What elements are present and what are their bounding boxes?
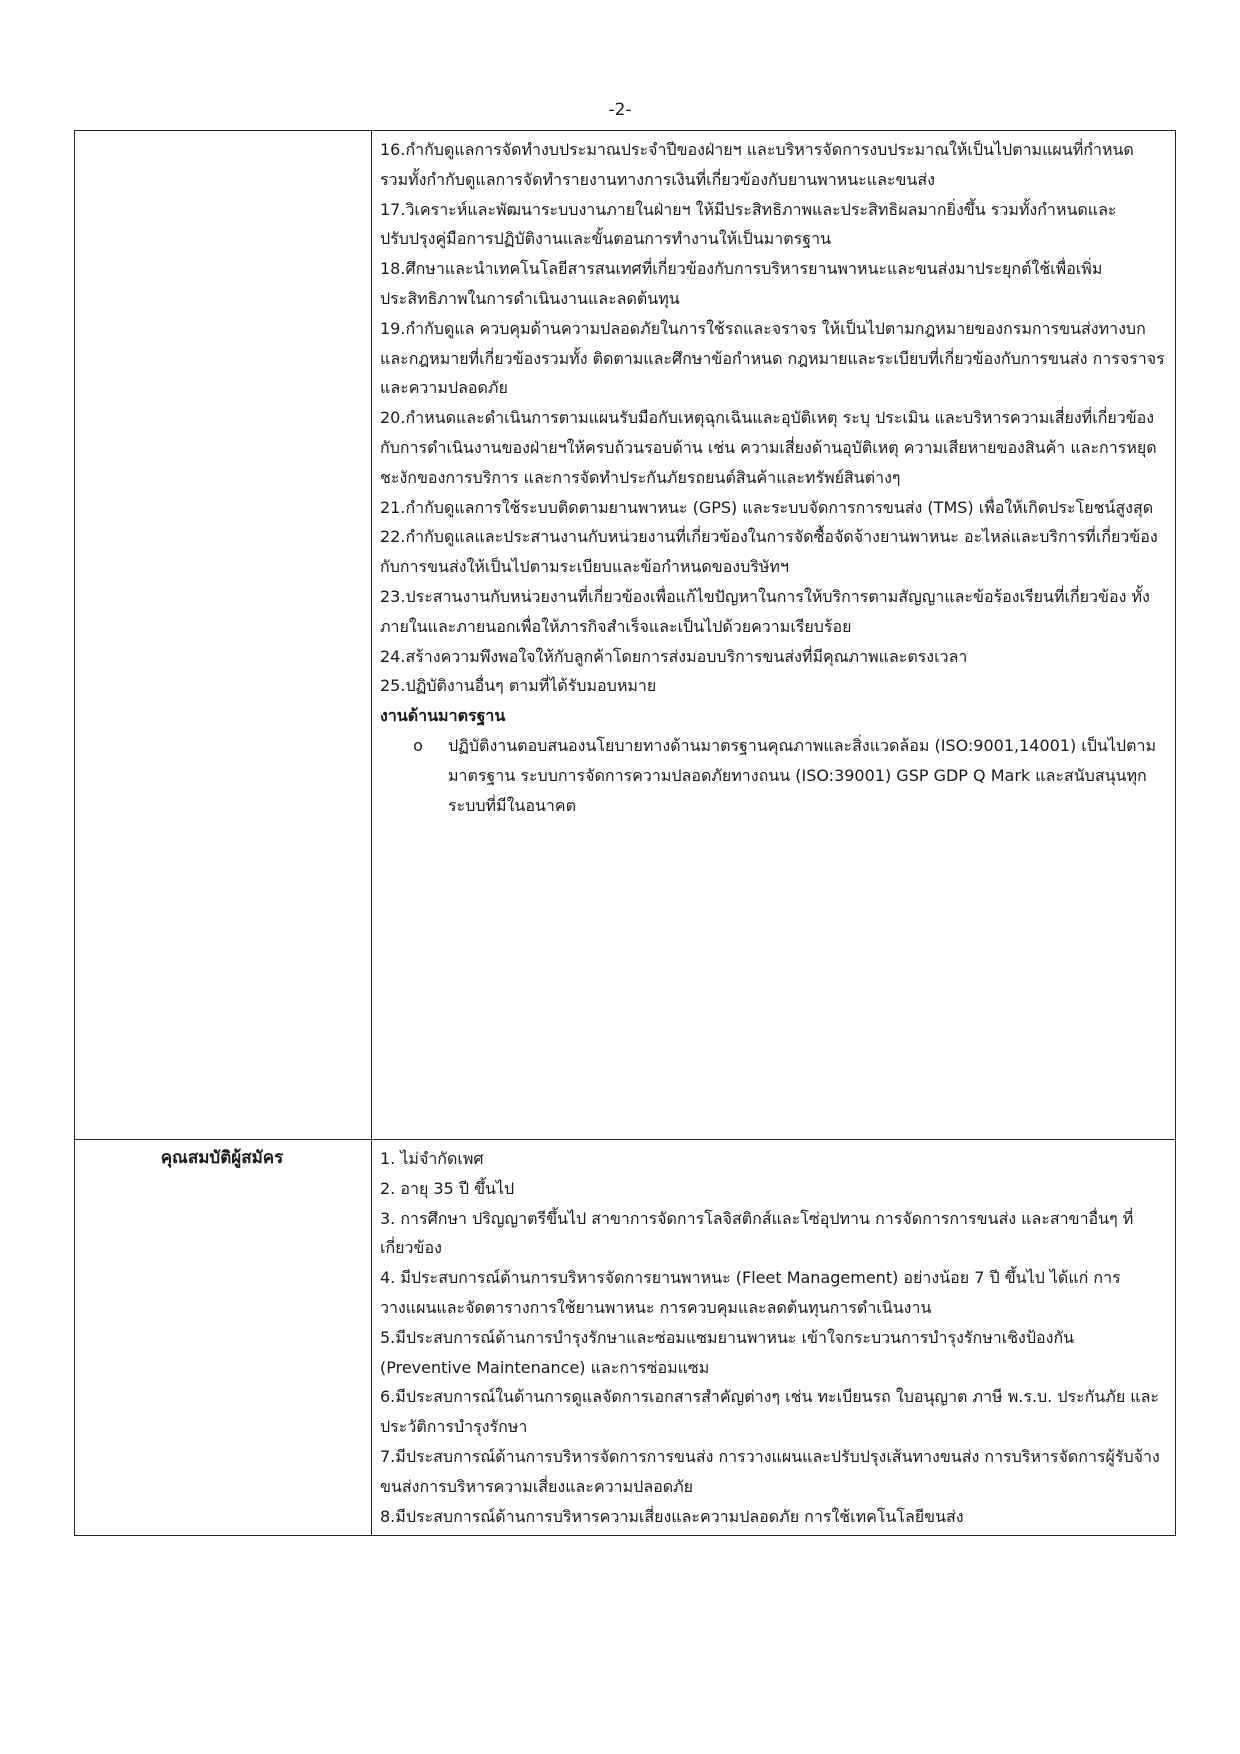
qualifications-label: คุณสมบัติผู้สมัคร [160,1148,284,1168]
qualification-item-3: 3. การศึกษา ปริญญาตรีขึ้นไป สาขาการจัดการโลจิสติกส์และโซ่อุปทาน การจัดการการขนส่ง และสาขาอื่นๆ ที่เกี่ยวข้อง [380,1208,1134,1258]
duty-item-19: 19.กำกับดูแล ควบคุมด้านความปลอดภัยในการใช้รถและจราจร ให้เป็นไปตามกฎหมายของกรมการขนส่งทางบกและกฎหมายที่เกี่ยวข้องรวมทั้ง ติดตามและศึกษาข้อกำหนด กฎหมายและระเบียบที่เกี่ยวข้องกับการขนส่ง การจราจร และความปลอดภัย [380,318,1165,398]
duty-item-25: 25.ปฏิบัติงานอื่นๆ ตามที่ได้รับมอบหมาย [380,676,657,696]
page-number: -2- [608,100,632,120]
qualification-item-7: 7.มีประสบการณ์ด้านการบริหารจัดการการขนส่ง การวางแผนและปรับปรุงเส้นทางขนส่ง การบริหารจัดการผู้รับจ้างขนส่งการบริหารความเสี่ยงและความปลอดภัย [380,1446,1160,1496]
duty-item-16: 16.กำกับดูแลการจัดทำงบประมาณประจำปีของฝ่ายฯ และบริหารจัดการงบประมาณให้เป็นไปตามแผนที่กำหนด รวมทั้งกำกับดูแลการจัดทำรายงานทางการเงินที่เกี่ยวข้องกับยานพาหนะและขนส่ง [380,140,1134,189]
duty-item-23: 23.ประสานงานกับหน่วยงานที่เกี่ยวข้องเพื่อแก้ไขปัญหาในการให้บริการตามสัญญาและข้อร้องเรียนที่เกี่ยวข้อง ทั้งภายในและภายนอกเพื่อให้ภารกิจสำเร็จและเป็นไปด้วยความเรียบร้อย [380,586,1150,636]
qualification-item-2: 2. อายุ 35 ปี ขึ้นไป [380,1178,515,1198]
qualification-item-1: 1. ไม่จำกัดเพศ [380,1149,484,1168]
duty-item-18: 18.ศึกษาและนำเทคโนโลยีสารสนเทศที่เกี่ยวข้องกับการบริหารยานพาหนะและขนส่งมาประยุกต์ใช้เพื่อเพิ่มประสิทธิภาพในการดำเนินงานและลดต้นทุน [380,259,1103,308]
duty-item-24: 24.สร้างความพึงพอใจให้กับลูกค้าโดยการส่งมอบบริการขนส่งที่มีคุณภาพและตรงเวลา [380,646,968,666]
duty-item-17: 17.วิเคราะห์และพัฒนาระบบงานภายในฝ่ายฯ ให้มีประสิทธิภาพและประสิทธิผลมากยิ่งขึ้น รวมทั้งกำหนดและปรับปรุงคู่มือการปฏิบัติงานและขั้นตอนการทำงานให้เป็นมาตรฐาน [380,199,1117,249]
responsibilities-label-cell [75,131,372,1140]
responsibilities-row [75,131,1176,1140]
qualifications-row [75,1140,1176,1536]
duty-item-20: 20.กำหนดและดำเนินการตามแผนรับมือกับเหตุฉุกเฉินและอุบัติเหตุ ระบุ ประเมิน และบริหารความเสี่ยงที่เกี่ยวข้องกับการดำเนินงานของฝ่ายฯให้ครบถ้วนรอบด้าน เช่น ความเสี่ยงด้านอุบัติเหตุ ความเสียหายของสินค้า และการหยุดชะงักของการบริการ และการจัดทำประกันภัยรถยนต์สินค้าและทรัพย์สินต่างๆ [380,408,1157,487]
qualifications-label-cell [75,1140,372,1536]
job-description-table [74,130,1176,1536]
qualification-item-5: 5.มีประสบการณ์ด้านการบำรุงรักษาและซ่อมแซมยานพาหนะ เข้าใจกระบวนการบำรุงรักษาเชิงป้องกัน (Preventive Maintenance) และการซ่อมแซม [380,1327,1075,1377]
qualifications-content [372,1140,1176,1536]
standards-text: ปฏิบัติงานตอบสนองนโยบายทางด้านมาตรฐานคุณภาพและสิ่งแวดล้อม (ISO:9001,14001) เป็นไปตามมาตรฐาน ระบบการจัดการความปลอดภัยทางถนน (ISO:39001) GSP GDP Q Mark และสนับสนุนทุกระบบที่มีในอนาคต [448,735,1156,815]
standards-heading: งานด้านมาตรฐาน [380,706,506,726]
circle-bullet-icon: o [413,735,423,755]
qualification-item-8: 8.มีประสบการณ์ด้านการบริหารความเสี่ยงและความปลอดภัย การใช้เทคโนโลยีขนส่ง [380,1506,964,1526]
duty-item-21: 21.กำกับดูแลการใช้ระบบติดตามยานพาหนะ (GPS) และระบบจัดการการขนส่ง (TMS) เพื่อให้เกิดประโยชน์สูงสุด [380,497,1154,517]
qualification-item-6: 6.มีประสบการณ์ในด้านการดูแลจัดการเอกสารสำคัญต่างๆ เช่น ทะเบียนรถ ใบอนุญาต ภาษี พ.ร.บ. ประกันภัย และประวัติการบำรุงรักษา [380,1387,1160,1437]
duty-item-22: 22.กำกับดูแลและประสานงานกับหน่วยงานที่เกี่ยวข้องในการจัดซื้อจัดจ้างยานพาหนะ อะไหล่และบริการที่เกี่ยวข้องกับการขนส่งให้เป็นไปตามระเบียบและข้อกำหนดของบริษัทฯ [380,527,1158,577]
standards-bullet-row [380,731,1165,820]
qualification-item-4: 4. มีประสบการณ์ด้านการบริหารจัดการยานพาหนะ (Fleet Management) อย่างน้อย 7 ปี ขึ้นไป ได้แก่ การวางแผนและจัดตารางการใช้ยานพาหนะ การควบคุมและลดต้นทุนการดำเนินงาน [380,1268,1121,1317]
responsibilities-content [372,131,1176,1140]
